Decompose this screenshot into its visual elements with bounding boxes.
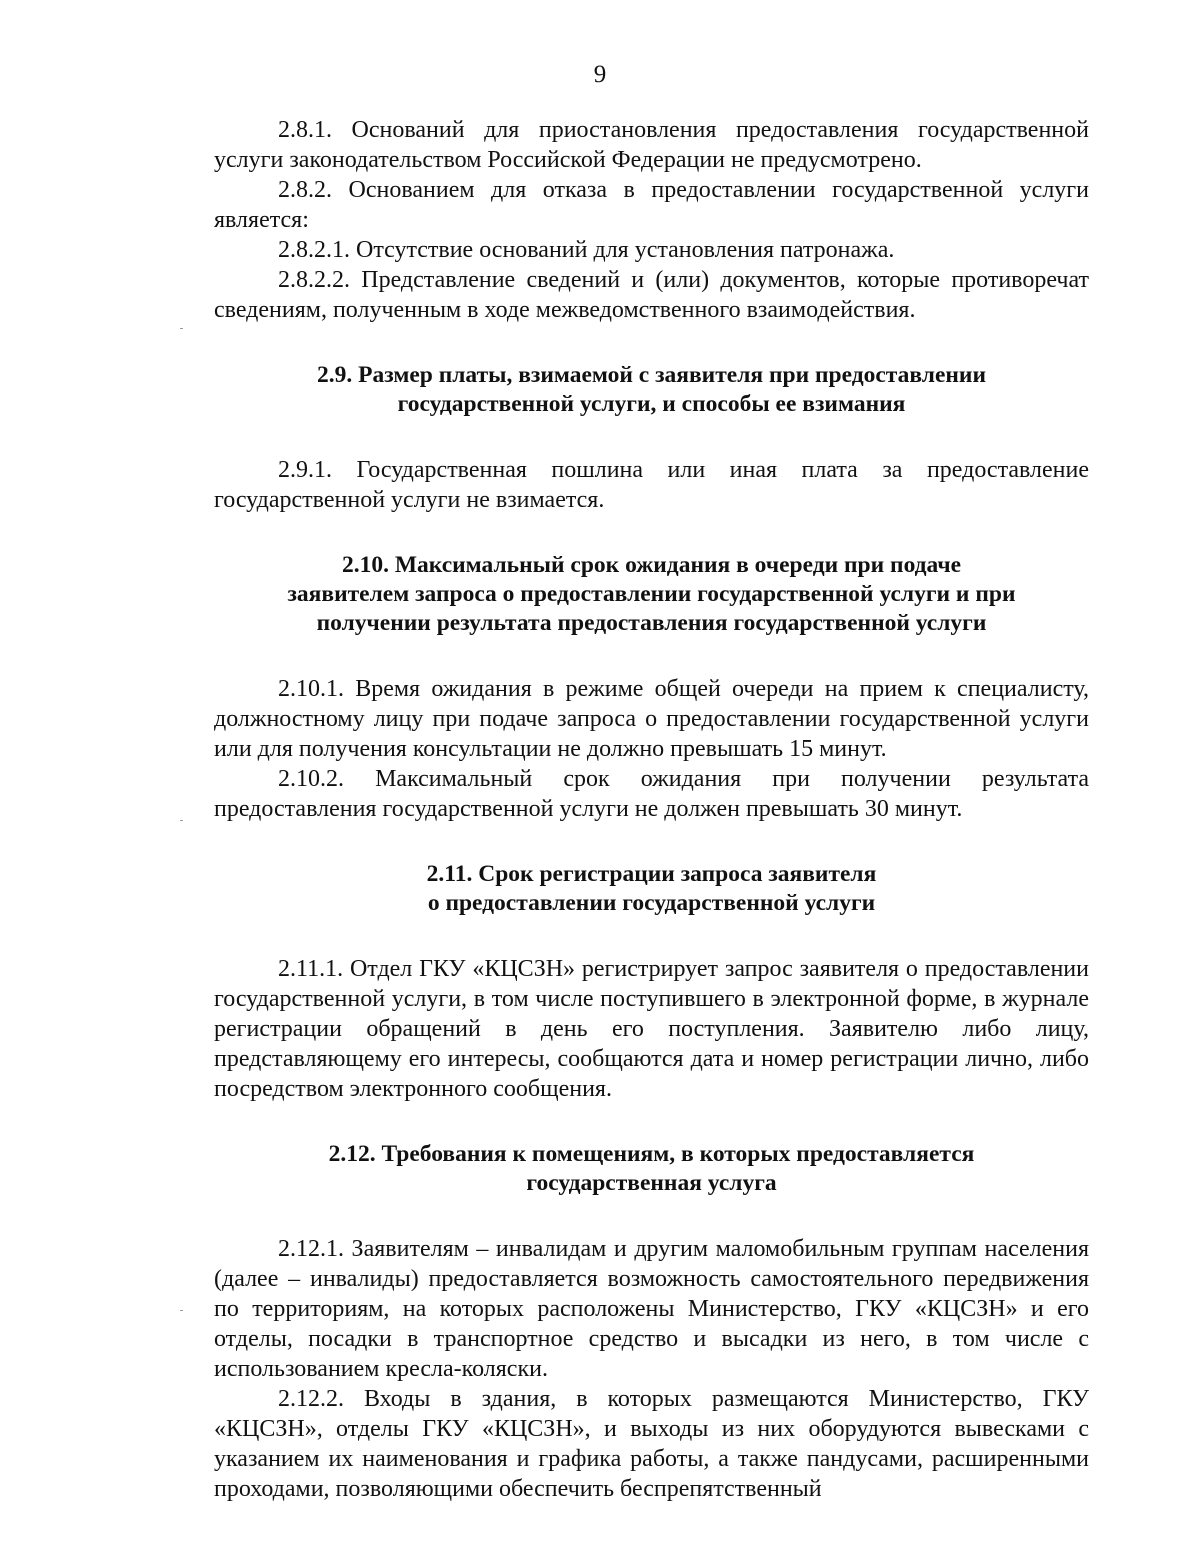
heading-line: государственной услуги, и способы ее взимания — [397, 391, 906, 417]
page-number: 9 — [593, 61, 607, 88]
heading-line: государственная услуга — [526, 1170, 777, 1196]
heading-line: 2.10. Максимальный срок ожидания в очереди при подаче — [341, 552, 962, 578]
paragraph-2-8-1: 2.8.1. Оснований для приостановления предоставления государственной услуги законодательством Российской Федерации не предусмотрено. — [214, 117, 1089, 173]
heading-2-12 — [214, 1140, 1089, 1198]
heading-line: получении результата предоставления государственной услуги — [316, 610, 987, 636]
heading-2-11 — [214, 860, 1089, 918]
paragraph-2-9-1: 2.9.1. Государственная пошлина или иная плата за предоставление государственной услуги не взимается. — [214, 457, 1089, 513]
scan-speck — [180, 328, 183, 329]
document-body — [214, 115, 1089, 1504]
heading-line: заявителем запроса о предоставлении государственной услуги и при — [287, 581, 1016, 607]
scan-speck — [180, 820, 183, 821]
paragraph-2-10-1: 2.10.1. Время ожидания в режиме общей очереди на прием к специалисту, должностному лицу при подаче запроса о предоставлении государственной услуги или для получения консультации не должно превышать 15 минут. — [214, 676, 1089, 762]
paragraph-2-8-2-1: 2.8.2.1. Отсутствие оснований для установления патронажа. — [278, 237, 895, 263]
heading-2-9 — [214, 361, 1089, 419]
paragraph-2-11-1: 2.11.1. Отдел ГКУ «КЦСЗН» регистрирует запрос заявителя о предоставлении государственной услуги, в том числе поступившего в электронной форме, в журнале регистрации обращений в день его поступления. Заявителю либо лицу, представляющему его интересы, сообщаются дата и номер регистрации лично, либо посредством электронного сообщения. — [214, 956, 1089, 1102]
heading-line: 2.11. Срок регистрации запроса заявителя — [426, 861, 877, 887]
heading-line: 2.12. Требования к помещениям, в которых предоставляется — [328, 1141, 975, 1167]
paragraph-2-8-2-2: 2.8.2.2. Представление сведений и (или) документов, которые противоречат сведениям, полученным в ходе межведомственного взаимодействия. — [214, 267, 1089, 323]
paragraph-2-12-1: 2.12.1. Заявителям – инвалидам и другим маломобильным группам населения (далее – инвалиды) предоставляется возможность самостоятельного передвижения по территориям, на которых расположены Министерство, ГКУ «КЦСЗН» и его отделы, посадки в транспортное средство и высадки из него, в том числе с использованием кресла-коляски. — [214, 1236, 1089, 1382]
paragraph-2-10-2: 2.10.2. Максимальный срок ожидания при получении результата предоставления государственной услуги не должен превышать 30 минут. — [214, 766, 1089, 822]
heading-2-10 — [214, 551, 1089, 638]
paragraph-2-8-2: 2.8.2. Основанием для отказа в предоставлении государственной услуги является: — [214, 177, 1089, 233]
paragraph-2-12-2: 2.12.2. Входы в здания, в которых размещаются Министерство, ГКУ «КЦСЗН», отделы ГКУ «КЦСЗН», и выходы из них оборудуются вывесками с указанием их наименования и графика работы, а также пандусами, расширенными проходами, позволяющими обеспечить беспрепятственный — [214, 1386, 1089, 1502]
heading-line: о предоставлении государственной услуги — [427, 890, 876, 916]
heading-line: 2.9. Размер платы, взимаемой с заявителя при предоставлении — [316, 362, 986, 388]
scan-speck — [180, 1310, 183, 1311]
